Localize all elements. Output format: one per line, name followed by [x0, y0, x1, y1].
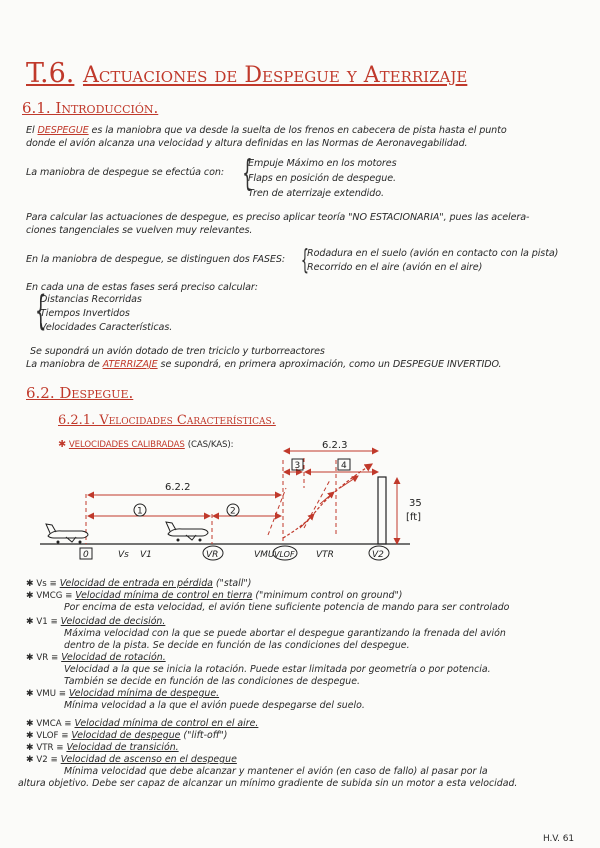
speed-extra: ("lift-off") — [180, 730, 228, 741]
phase-2: 2 — [230, 506, 236, 517]
text: El — [26, 125, 38, 136]
chapter-title — [26, 58, 467, 89]
label-6-2-2: 6.2.2 — [165, 482, 191, 493]
text: se supondrá, en primera aproximación, como un DESPEGUE INVERTIDO. — [157, 359, 502, 370]
phase-3: 3 — [294, 461, 301, 471]
bullet-icon: ✱ — [26, 755, 37, 765]
speed-name: Velocidad de rotación. — [61, 652, 166, 663]
speed-extra: ("stall") — [212, 578, 252, 589]
despegue-keyword: DESPEGUE — [37, 125, 89, 136]
definition-item — [26, 616, 506, 652]
definition-item — [18, 754, 518, 790]
speed-name: Velocidad de despegue — [71, 730, 181, 741]
speed-symbol: VMU ≡ — [36, 689, 66, 699]
definition-item — [26, 652, 491, 688]
para-maniobra-lead: La maniobra de despegue se efectúa con: — [26, 167, 224, 178]
chapter-text: Actuaciones de Despegue y Aterrizaje — [82, 63, 468, 88]
subsection-heading-6-2-1: 6.2.1. Velocidades Características. — [58, 413, 276, 428]
flight-path — [283, 464, 372, 538]
speed-symbol: VTR ≡ — [36, 743, 64, 753]
section-heading-6-2: 6.2. Despegue. — [26, 384, 134, 402]
speed-vlof: VLOF — [274, 550, 295, 559]
definition-item — [26, 688, 365, 712]
section-heading-6-1: 6.1. Introducción. — [22, 99, 159, 117]
definition-item — [26, 742, 179, 754]
rotation-line — [304, 480, 330, 528]
definition-line: Mínima velocidad a la que el avión puede despegarse del suelo. — [64, 700, 365, 711]
list-item: Empuje Máximo en los motores — [248, 158, 397, 169]
definition-line: altura objetivo. Debe ser capaz de alcanzar un mínimo gradiente de subida sin un motor a esta velocidad. — [18, 778, 518, 789]
definition-line: Por encima de esta velocidad, el avión tiene suficiente potencia de mando para ser controlado — [64, 602, 510, 613]
speed-v0: 0 — [83, 550, 89, 560]
speed-vmu: VMU — [254, 550, 275, 560]
bullet-icon: ✱ — [26, 653, 37, 663]
definition-line: Velocidad a la que se inicia la rotación. Puede estar limitada por geometría o por potencia. — [64, 664, 491, 675]
speed-symbol: V1 ≡ — [36, 617, 58, 627]
speed-symbol: VLOF ≡ — [36, 731, 69, 741]
text: La maniobra de — [26, 359, 103, 370]
speed-extra: ("minimum control on ground") — [252, 590, 403, 601]
speed-name: Velocidad mínima de control en tierra — [75, 590, 253, 601]
list-item: Distancias Recorridas — [40, 294, 142, 305]
speed-vr: VR — [206, 550, 219, 560]
speed-name: Velocidad de entrada en pérdida — [59, 578, 213, 589]
height-unit: [ft] — [406, 512, 422, 523]
speed-symbol: VR ≡ — [36, 653, 59, 663]
bullet-icon: ✱ — [26, 689, 37, 699]
airplane-icon — [46, 524, 88, 544]
bullet-icon: ✱ — [26, 579, 37, 589]
calibrated-speeds-tail: (CAS/KAS): — [187, 440, 234, 450]
definition-item — [26, 730, 227, 742]
para-despegue-line1 — [26, 125, 507, 137]
para-calculo-line1: Para calcular las actuaciones de despegue, es preciso aplicar teoría "NO ESTACIONARIA", pues las acelera- — [26, 212, 530, 223]
speed-vtr: VTR — [316, 550, 334, 560]
definition-line: Mínima velocidad que debe alcanzar y mantener el avión (en caso de fallo) al pasar por la — [64, 766, 488, 777]
para-suposicion-line1: Se supondrá un avión dotado de tren triciclo y turborreactores — [30, 346, 325, 357]
list-item: Velocidades Características. — [40, 322, 173, 333]
climb-arrow — [340, 476, 358, 488]
list-item: Rodadura en el suelo (avión en contacto con la pista) — [307, 248, 559, 259]
label-6-2-3: 6.2.3 — [322, 440, 348, 451]
climb-arrow — [300, 514, 314, 528]
speed-symbol: VMCA ≡ — [36, 719, 72, 729]
speed-vs: Vs — [118, 550, 129, 560]
speed-symbol: Vs ≡ — [36, 579, 57, 589]
speed-name: Velocidad de transición. — [66, 742, 179, 753]
definition-line: dentro de la pista. Se decide en función de las condiciones del despegue. — [64, 640, 410, 651]
brace: { — [300, 243, 309, 276]
aterrizaje-keyword: ATERRIZAJE — [102, 359, 158, 370]
takeoff-diagram — [0, 440, 600, 575]
definition-line: También se decide en función de las condiciones de despegue. — [64, 676, 360, 687]
para-despegue-line2: donde el avión alcanza una velocidad y altura definidas en las Normas de Aeronavegabilidad. — [26, 138, 468, 149]
definition-line: Máxima velocidad con la que se puede abortar el despegue garantizando la frenada del avión — [64, 628, 506, 639]
speed-symbol: V2 ≡ — [36, 755, 58, 765]
calibrated-speeds-text: VELOCIDADES CALIBRADAS — [68, 440, 185, 450]
para-calcular-lead: En cada una de estas fases será preciso calcular: — [26, 282, 258, 293]
bullet-icon: ✱ — [26, 591, 37, 601]
speed-symbol: VMCG ≡ — [36, 591, 73, 601]
definition-item — [26, 578, 251, 590]
list-item: Tiempos Invertidos — [40, 308, 130, 319]
brace: { — [242, 153, 253, 194]
speed-v2: V2 — [372, 550, 384, 560]
page-footer: H.V. 61 — [543, 834, 574, 844]
height-value: 35 — [409, 498, 422, 509]
speed-name: Velocidad de ascenso en el despegue — [60, 754, 237, 765]
definition-item — [26, 590, 509, 614]
airplane-icon — [166, 522, 208, 542]
speed-name: Velocidad mínima de control en el aire. — [74, 718, 259, 729]
speed-v1: V1 — [140, 550, 152, 560]
list-item: Tren de aterrizaje extendido. — [248, 188, 384, 199]
para-suposicion-line2 — [26, 359, 502, 371]
brace: { — [34, 288, 47, 334]
bullet-icon: ✱ — [26, 617, 37, 627]
list-item: Recorrido en el aire (avión en el aire) — [307, 262, 483, 273]
speed-name: Velocidad mínima de despegue. — [68, 688, 220, 699]
definition-item — [26, 718, 258, 730]
text: es la maniobra que va desde la suelta de los frenos en cabecera de pista hasta el punto — [88, 125, 507, 136]
bullet-icon: ✱ — [26, 719, 37, 729]
speed-name: Velocidad de decisión. — [60, 616, 166, 627]
phase-4: 4 — [341, 461, 347, 471]
list-item: Flaps en posición de despegue. — [248, 173, 396, 184]
bullet-icon: ✱ — [26, 743, 37, 753]
phase-1: 1 — [137, 506, 143, 517]
obstacle — [378, 477, 386, 544]
bullet-icon: ✱ — [26, 731, 37, 741]
para-calculo-line2: ciones tangenciales se vuelven muy relevantes. — [26, 225, 253, 236]
para-fases-lead: En la maniobra de despegue, se distinguen dos FASES: — [26, 254, 285, 265]
chapter-number: T.6. — [26, 58, 75, 89]
star-icon: ✱ — [58, 439, 66, 450]
